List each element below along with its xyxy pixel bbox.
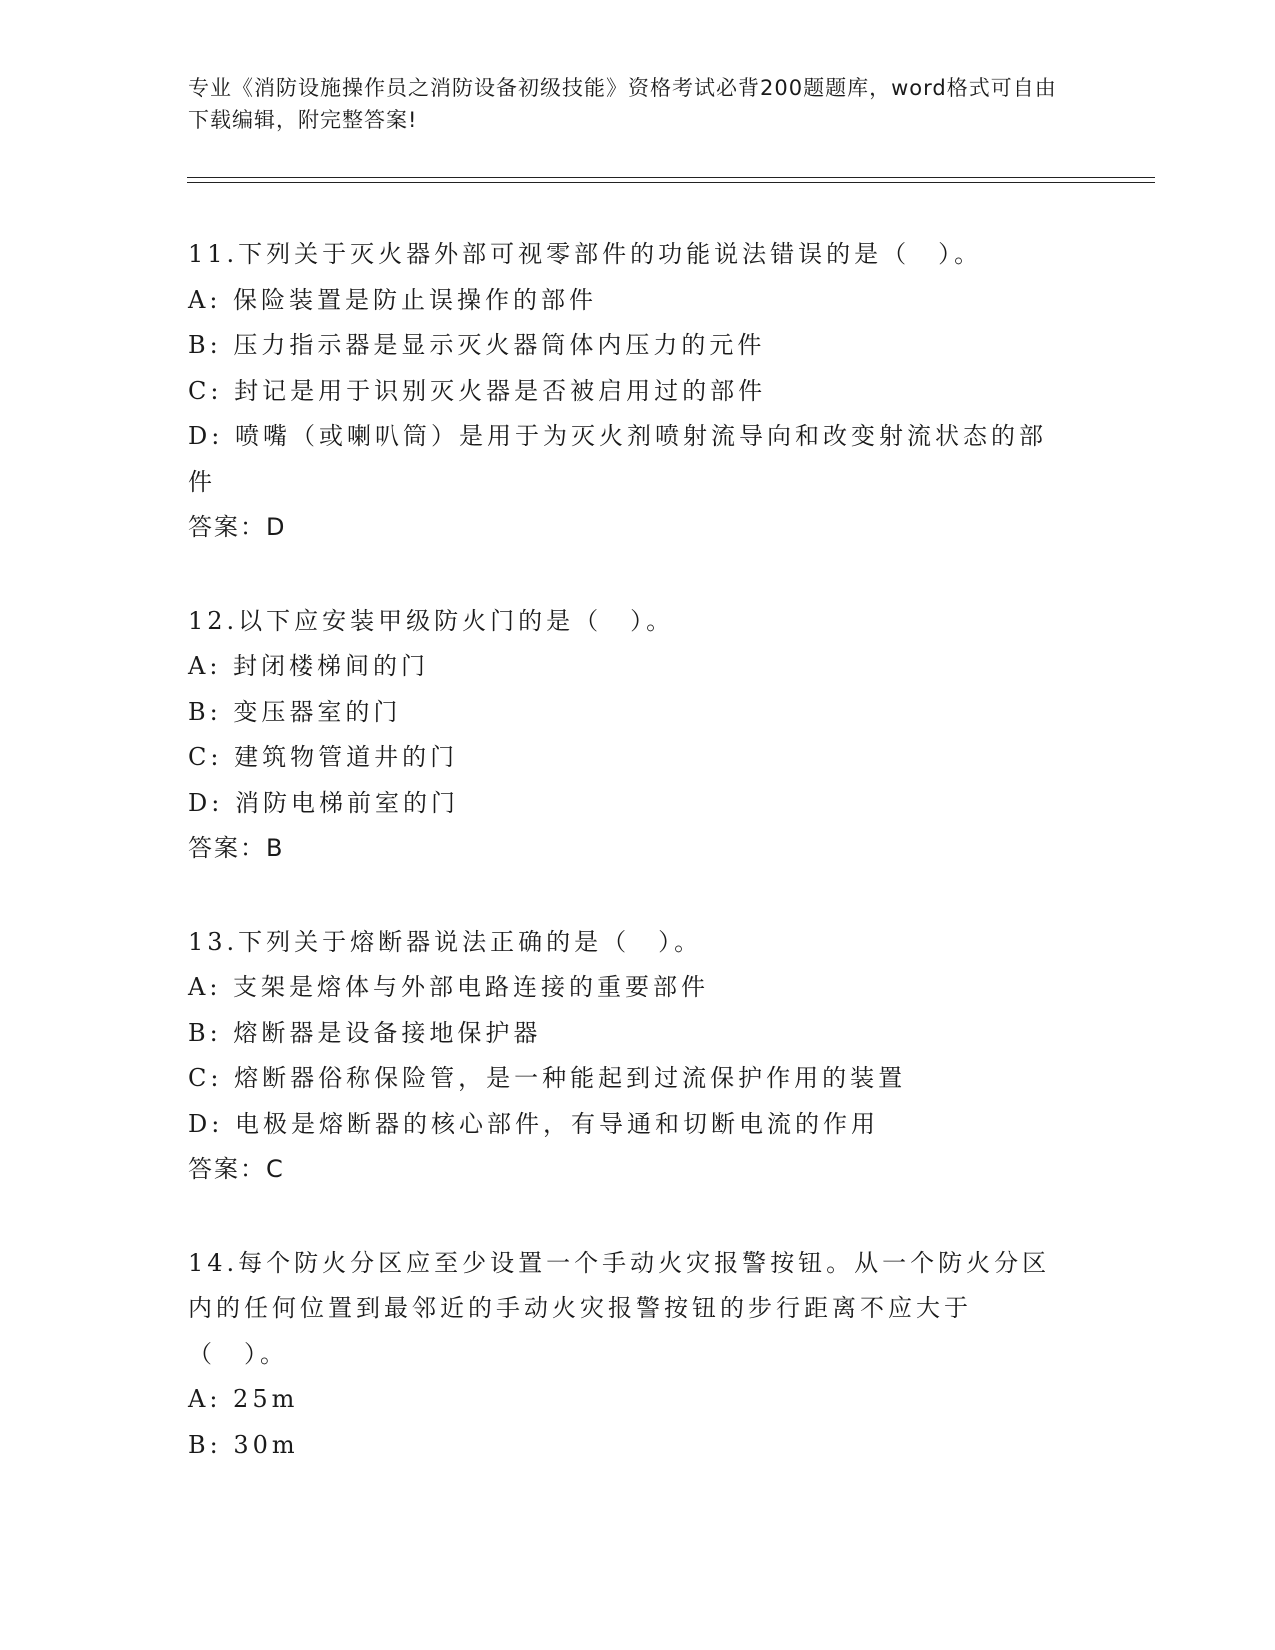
option-a: A: 保险装置是防止误操作的部件 (188, 285, 598, 314)
question-13 (188, 920, 1068, 1193)
document-header: 专业《消防设施操作员之消防设备初级技能》资格考试必背200题题库，word格式可自由下载编辑，附完整答案! (188, 76, 1057, 132)
question-stem: 12.以下应安装甲级防火门的是（ ）。 (188, 606, 675, 635)
answer: 答案：D (188, 513, 287, 541)
option-a: A: 支架是熔体与外部电路连接的重要部件 (188, 973, 710, 1001)
question-12 (188, 599, 1068, 872)
question-stem: 14.每个防火分区应至少设置一个手动火灾报警按钮。从一个防火分区内的任何位置到最邻近的手动火灾报警按钮的步行距离不应大于（ ）。 (188, 1248, 1051, 1368)
option-a: A: 25m (188, 1385, 299, 1413)
question-stem: 13.下列关于熔断器说法正确的是（ ）。 (188, 927, 703, 956)
option-d: D: 电极是熔断器的核心部件，有导通和切断电流的作用 (188, 1109, 879, 1138)
option-b: B: 压力指示器是显示灭火器筒体内压力的元件 (188, 331, 766, 359)
option-a: A: 封闭楼梯间的门 (188, 652, 430, 680)
option-b: B: 30m (188, 1430, 299, 1459)
question-stem: 11.下列关于灭火器外部可视零部件的功能说法错误的是（ ）。 (188, 240, 983, 268)
option-c: C: 建筑物管道井的门 (188, 743, 459, 771)
header-divider-bottom (187, 182, 1155, 183)
answer: 答案：C (188, 1155, 285, 1183)
option-d: D: 消防电梯前室的门 (188, 788, 459, 817)
option-d: D: 喷嘴（或喇叭筒）是用于为灭火剂喷射流导向和改变射流状态的部件 (188, 422, 1047, 496)
question-11 (188, 232, 1068, 551)
option-c: C: 熔断器俗称保险管，是一种能起到过流保护作用的装置 (188, 1064, 907, 1092)
header-divider-top (187, 177, 1155, 178)
answer: 答案：B (188, 834, 285, 862)
option-c: C: 封记是用于识别灭火器是否被启用过的部件 (188, 376, 767, 405)
option-b: B: 变压器室的门 (188, 697, 402, 726)
question-14 (188, 1241, 1068, 1469)
option-b: B: 熔断器是设备接地保护器 (188, 1018, 542, 1047)
question-list (188, 232, 1068, 1516)
